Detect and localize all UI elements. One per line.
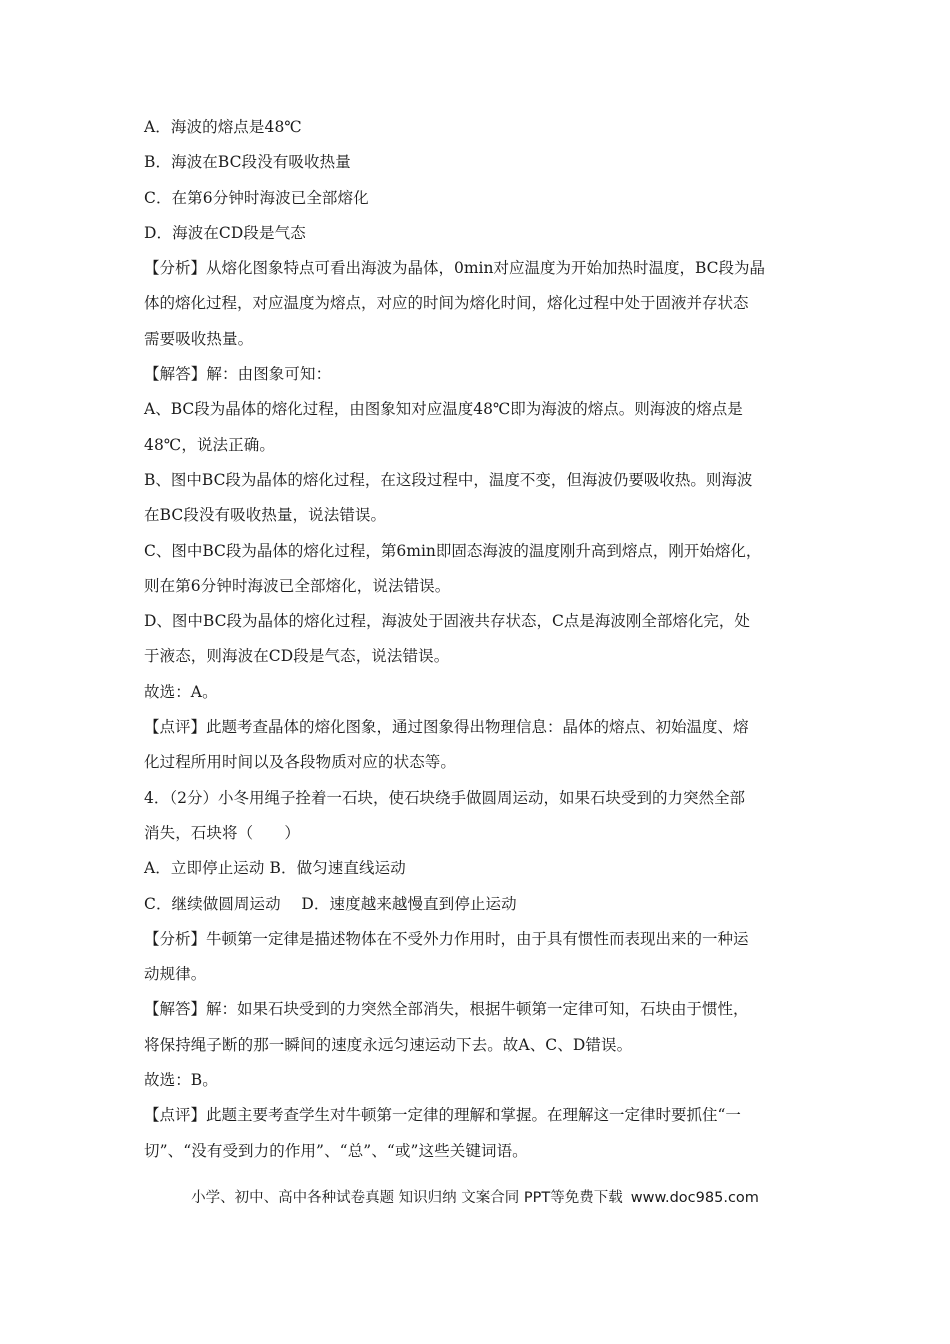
- answer-c-line-1: C、图中BC段为晶体的熔化过程，第6min即固态海波的温度刚升高到熔点，刚开始熔化，: [144, 541, 762, 560]
- q4-comment-line-1: 【点评】此题主要考查学生对牛顿第一定律的理解和掌握。在理解这一定律时要抓住“一: [144, 1106, 741, 1125]
- option-d: D．海波在CD段是气态: [144, 223, 306, 242]
- answer-a-line-1: A、BC段为晶体的熔化过程，由图象知对应温度48℃即为海波的熔点。则海波的熔点是: [144, 400, 743, 419]
- q4-answer-line-2: 将保持绳子断的那一瞬间的速度永远匀速运动下去。故A、C、D错误。: [144, 1035, 633, 1054]
- analysis-line-2: 体的熔化过程，对应温度为熔点，对应的时间为熔化时间，熔化过程中处于固液并存状态: [144, 294, 749, 313]
- answer-d-line-2: 于液态，则海波在CD段是气态，说法错误。: [144, 647, 450, 666]
- analysis-line-3: 需要吸收热量。: [144, 329, 254, 348]
- footer-link[interactable]: www.doc985.com: [630, 1190, 759, 1206]
- analysis-line-1: 【分析】从熔化图象特点可看出海波为晶体，0min对应温度为开始加热时温度，BC段为晶: [144, 259, 766, 278]
- answer-b-line-2: 在BC段没有吸收热量，说法错误。: [144, 506, 387, 525]
- answer-b-line-1: B、图中BC段为晶体的熔化过程，在这段过程中，温度不变，但海波仍要吸收热。则海波: [144, 470, 753, 489]
- option-b: B．海波在BC段没有吸收热量: [144, 153, 351, 172]
- q4-analysis-line-2: 动规律。: [144, 965, 207, 984]
- document-body: [144, 110, 810, 1169]
- choice-result: 故选：A。: [144, 682, 218, 701]
- answer-heading: 【解答】解：由图象可知：: [144, 365, 332, 384]
- comment-line-1: 【点评】此题考查晶体的熔化图象，通过图象得出物理信息：晶体的熔点、初始温度、熔: [144, 718, 749, 737]
- option-c: C．在第6分钟时海波已全部熔化: [144, 188, 369, 207]
- question-4-options-ab: A．立即停止运动 B．做匀速直线运动: [144, 859, 406, 878]
- footer-text: 小学、初中、高中各种试卷真题 知识归纳 文案合同 PPT等免费下载: [191, 1190, 623, 1206]
- page-footer: [0, 1186, 950, 1210]
- q4-choice-result: 故选：B。: [144, 1071, 218, 1090]
- comment-line-2: 化过程所用时间以及各段物质对应的状态等。: [144, 753, 457, 772]
- question-4-line-2: 消失，石块将（ ）: [144, 823, 301, 842]
- question-4-line-1: 4．（2分）小冬用绳子拴着一石块，使石块绕手做圆周运动，如果石块受到的力突然全部: [144, 788, 745, 807]
- question-4-options-cd: C．继续做圆周运动 D．速度越来越慢直到停止运动: [144, 894, 517, 913]
- answer-c-line-2: 则在第6分钟时海波已全部熔化，说法错误。: [144, 576, 451, 595]
- answer-d-line-1: D、图中BC段为晶体的熔化过程，海波处于固液共存状态，C点是海波刚全部熔化完，处: [144, 612, 750, 631]
- q4-answer-line-1: 【解答】解：如果石块受到的力突然全部消失，根据牛顿第一定律可知，石块由于惯性，: [144, 1000, 749, 1019]
- option-a: A．海波的熔点是48℃: [144, 118, 302, 136]
- q4-comment-line-2: 切”、“没有受到力的作用”、“总”、“或”这些关键词语。: [144, 1141, 528, 1160]
- q4-analysis-line-1: 【分析】牛顿第一定律是描述物体在不受外力作用时，由于具有惯性而表现出来的一种运: [144, 929, 749, 948]
- answer-a-line-2: 48℃，说法正确。: [144, 435, 275, 454]
